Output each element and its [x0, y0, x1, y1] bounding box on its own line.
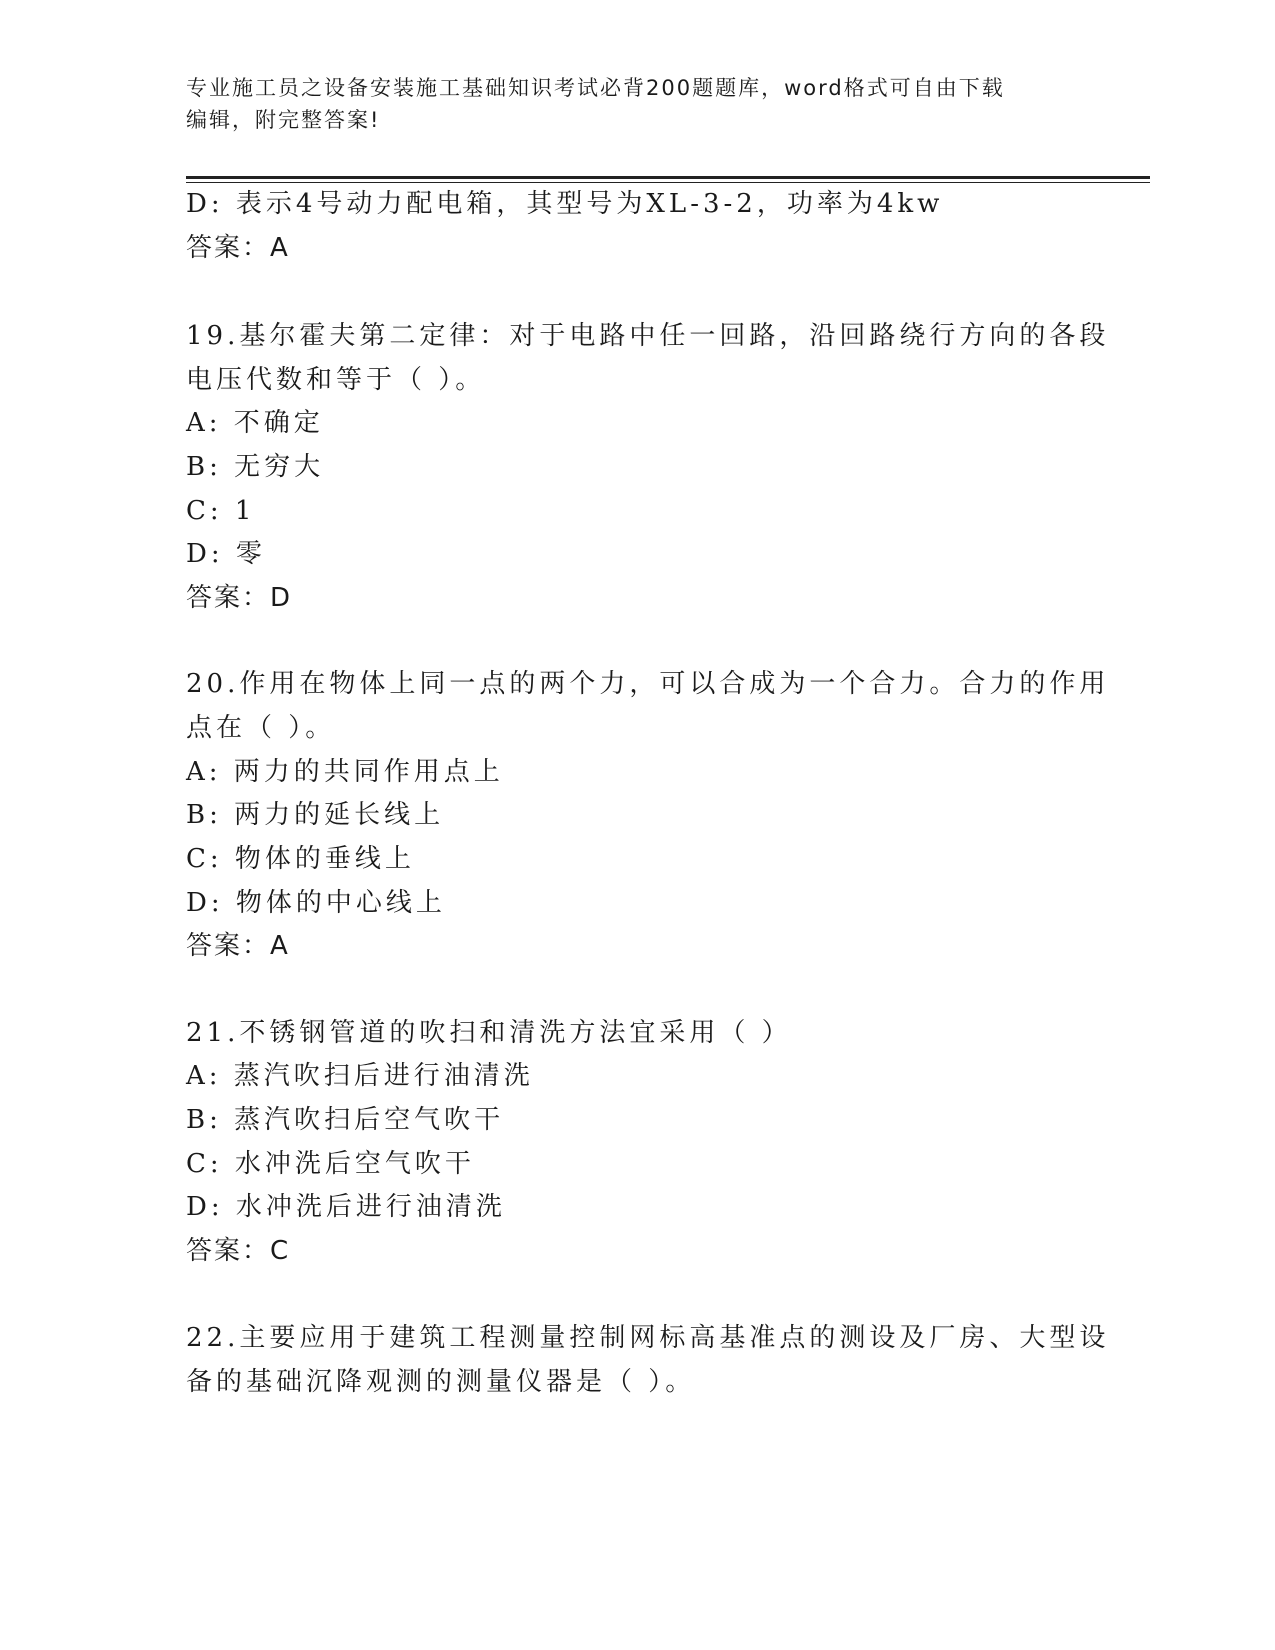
q20-option-c: C: 物体的垂线上	[186, 844, 415, 874]
q20-option-a: A: 两力的共同作用点上	[186, 757, 504, 787]
q19-option-d: D: 零	[186, 539, 266, 569]
page-header	[186, 72, 1086, 136]
q19-option-b: B: 无穷大	[186, 452, 325, 482]
q19-stem-line2: 电压代数和等于（ ）。	[186, 365, 486, 395]
q21-option-b: B: 蒸汽吹扫后空气吹干	[186, 1105, 505, 1135]
q18-answer: 答案：A	[186, 233, 290, 263]
q21-stem-line1: 21.不锈钢管道的吹扫和清洗方法宜采用（ ）	[186, 1018, 792, 1048]
q19-option-a: A: 不确定	[186, 408, 324, 438]
q20-stem-line2: 点在（ ）。	[186, 713, 336, 743]
q18-option-d: D: 表示4号动力配电箱，其型号为XL-3-2，功率为4kw	[186, 189, 944, 219]
q22-stem-line1: 22.主要应用于建筑工程测量控制网标高基准点的测设及厂房、大型设	[186, 1323, 1110, 1353]
q19-option-c: C: 1	[186, 496, 256, 526]
q21-answer: 答案：C	[186, 1236, 291, 1266]
q20-option-b: B: 两力的延长线上	[186, 800, 445, 830]
q20-stem-line1: 20.作用在物体上同一点的两个力，可以合成为一个合力。合力的作用	[186, 669, 1110, 699]
q22-stem-line2: 备的基础沉降观测的测量仪器是（ ）。	[186, 1367, 696, 1397]
q20-answer: 答案：A	[186, 931, 290, 961]
q21-option-c: C: 水冲洗后空气吹干	[186, 1149, 475, 1179]
header-title-line2: 编辑，附完整答案!	[186, 108, 381, 132]
header-rule-thick	[186, 176, 1150, 179]
q20-option-d: D: 物体的中心线上	[186, 888, 446, 918]
header-title-line1: 专业施工员之设备安装施工基础知识考试必背200题题库，word格式可自由下载	[186, 76, 1005, 100]
q19-answer: 答案：D	[186, 583, 293, 613]
q19-stem-line1: 19.基尔霍夫第二定律：对于电路中任一回路，沿回路绕行方向的各段	[186, 321, 1110, 351]
q21-option-a: A: 蒸汽吹扫后进行油清洗	[186, 1061, 534, 1091]
q21-option-d: D: 水冲洗后进行油清洗	[186, 1192, 506, 1222]
header-rule-thin	[186, 182, 1150, 183]
